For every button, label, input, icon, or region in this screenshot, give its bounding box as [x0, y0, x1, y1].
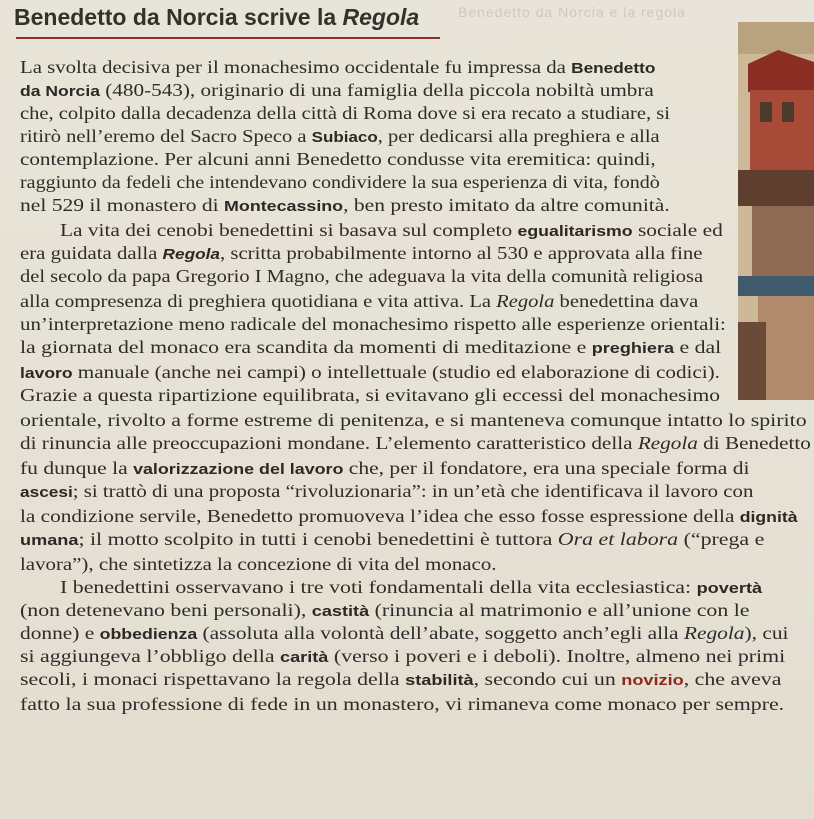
text-run: si aggiungeva l’obbligo della [20, 646, 281, 666]
text-run: orientale, rivolto a forme estreme di penitenza, e si manteneva comunque intatto lo spirito [20, 410, 807, 430]
text-line [20, 361, 720, 385]
bold-term: carità [280, 650, 329, 666]
text-run: contemplazione. Per alcuni anni Benedetto condusse vita eremitica: quindi, [20, 149, 656, 169]
text-run: , ben presto imitato da altre comunità. [343, 195, 670, 215]
bold-term: ascesi [20, 485, 73, 501]
text-line [20, 553, 496, 575]
text-line [20, 148, 656, 170]
text-run: ; si trattò di una proposta “rivoluzionaria”: in un’età che identificava il lavoro con [72, 481, 754, 501]
text-line [60, 219, 723, 243]
text-line [20, 79, 654, 103]
text-line [20, 313, 726, 335]
text-run: sociale ed [632, 220, 723, 240]
text-run: (assoluta alla volontà dell’abate, soggetto anch’egli alla [197, 623, 684, 643]
text-run: secoli, i monaci rispettavano la regola della [20, 669, 406, 689]
text-line [20, 505, 798, 529]
bold-term: povertà [696, 581, 763, 597]
text-run: manuale (anche nei campi) o intellettuale (studio ed elaborazione di codici). [72, 362, 720, 382]
text-line [20, 194, 670, 218]
text-run: la giornata del monaco era scandita da momenti di meditazione e [20, 337, 592, 357]
text-line [20, 457, 750, 481]
bold-term: Benedetto [571, 61, 656, 77]
italic-term: Regola [637, 433, 698, 453]
text-run: , che aveva [683, 669, 782, 689]
italic-term: Ora et labora [557, 529, 679, 549]
text-run: che, per il fondatore, era una speciale forma di [343, 458, 750, 478]
text-run: nel 529 il monastero di [20, 195, 225, 215]
text-run: Grazie a questa ripartizione equilibrata, si evitavano gli eccessi del monachesimo [20, 385, 721, 405]
text-run: I benedettini osservavano i tre voti fondamentali della vita ecclesiastica: [60, 577, 697, 597]
text-run: , secondo cui un [473, 669, 622, 689]
text-line [20, 384, 720, 406]
text-line [20, 56, 655, 80]
bold-term: egualitarismo [517, 224, 633, 240]
bold-term: lavoro [20, 366, 73, 382]
text-run: (rinuncia al matrimonio e all’unione con le [369, 600, 750, 620]
text-run: del secolo da papa Gregorio I Magno, che adeguava la vita della comunità religiosa [20, 266, 704, 286]
text-run: fu dunque la [20, 458, 134, 478]
italic-term: Regola [683, 623, 745, 643]
title-main: Benedetto da Norcia scrive la [14, 4, 343, 30]
bold-term: dignità [739, 510, 798, 526]
text-line [20, 171, 660, 193]
text-line [20, 480, 753, 504]
bold-term: preghiera [591, 341, 675, 357]
text-line [20, 528, 764, 552]
bold-term: umana [20, 533, 79, 549]
text-run: di rinuncia alle preoccupazioni mondane. L’elemento caratteristico della [20, 433, 638, 453]
text-line [20, 599, 749, 623]
text-run: La svolta decisiva per il monachesimo occidentale fu impressa da [20, 57, 572, 77]
text-line [20, 336, 721, 360]
text-run: (verso i poveri e i deboli). Inoltre, almeno nei primi [328, 646, 786, 666]
text-run: fatto la sua professione di fede in un monastero, vi rimaneva come monaco per sempre. [20, 694, 785, 714]
text-line [20, 622, 788, 646]
text-run: (“prega e [678, 529, 765, 549]
text-run: La vita dei cenobi benedettini si basava sul completo [60, 220, 518, 240]
bold-term: novizio [621, 673, 684, 689]
bold-term: stabilità [405, 673, 474, 689]
text-line [20, 409, 807, 431]
bleed-through-heading: Benedetto da Norcia e la regola [458, 4, 686, 20]
text-run: , per dedicarsi alla preghiera e alla [377, 126, 660, 146]
text-line [20, 432, 811, 454]
italic-term: Regola [496, 291, 555, 311]
text-line [20, 290, 698, 312]
text-line [60, 576, 762, 600]
text-run: (480-543), originario di una famiglia della piccola nobiltà umbra [99, 80, 654, 100]
text-run: , scritta probabilmente intorno al 530 e approvata alla fine [219, 243, 703, 263]
text-line [20, 265, 703, 287]
text-run: ritirò nell’eremo del Sacro Speco a [20, 126, 312, 146]
text-line [20, 645, 785, 669]
text-line [20, 125, 660, 149]
text-run: e dal [674, 337, 722, 357]
bold-term: obbedienza [99, 627, 198, 643]
bold-term: Montecassino [224, 199, 344, 215]
text-line [20, 668, 781, 692]
text-line [20, 242, 703, 266]
text-run: ; il motto scolpito in tutti i cenobi benedettini è tuttora [78, 529, 558, 549]
bold-term: valorizzazione del lavoro [133, 462, 344, 478]
text-run: ), cui [744, 623, 789, 643]
text-run: benedettina dava [554, 291, 699, 311]
bold-term: Regola [162, 247, 220, 263]
text-run: donne) e [20, 623, 100, 643]
text-run: che, colpito dalla decadenza della città di Roma dove si era recato a studiare, si [20, 103, 670, 123]
bold-term: Subiaco [311, 130, 378, 146]
text-run: un’interpretazione meno radicale del monachesimo rispetto alle esperienze orientali: [20, 314, 726, 334]
text-run: raggiunto da fedeli che intendevano condividere la sua esperienza di vita, fondò [20, 172, 660, 192]
text-run: la condizione servile, Benedetto promuoveva l’idea che esso fosse espressione della [20, 506, 740, 526]
text-line [20, 102, 670, 124]
bold-term: castità [311, 604, 370, 620]
text-run: lavora”), che sintetizza la concezione di vita del monaco. [20, 554, 497, 574]
text-run: (non detenevano beni personali), [20, 600, 312, 620]
text-run: era guidata dalla [20, 243, 163, 263]
title-italic: Regola [342, 4, 420, 30]
text-line [20, 693, 784, 715]
text-run: alla compresenza di preghiera quotidiana e vita attiva. La [20, 291, 497, 311]
bold-term: da Norcia [20, 84, 100, 100]
text-run: di Benedetto [697, 433, 811, 453]
